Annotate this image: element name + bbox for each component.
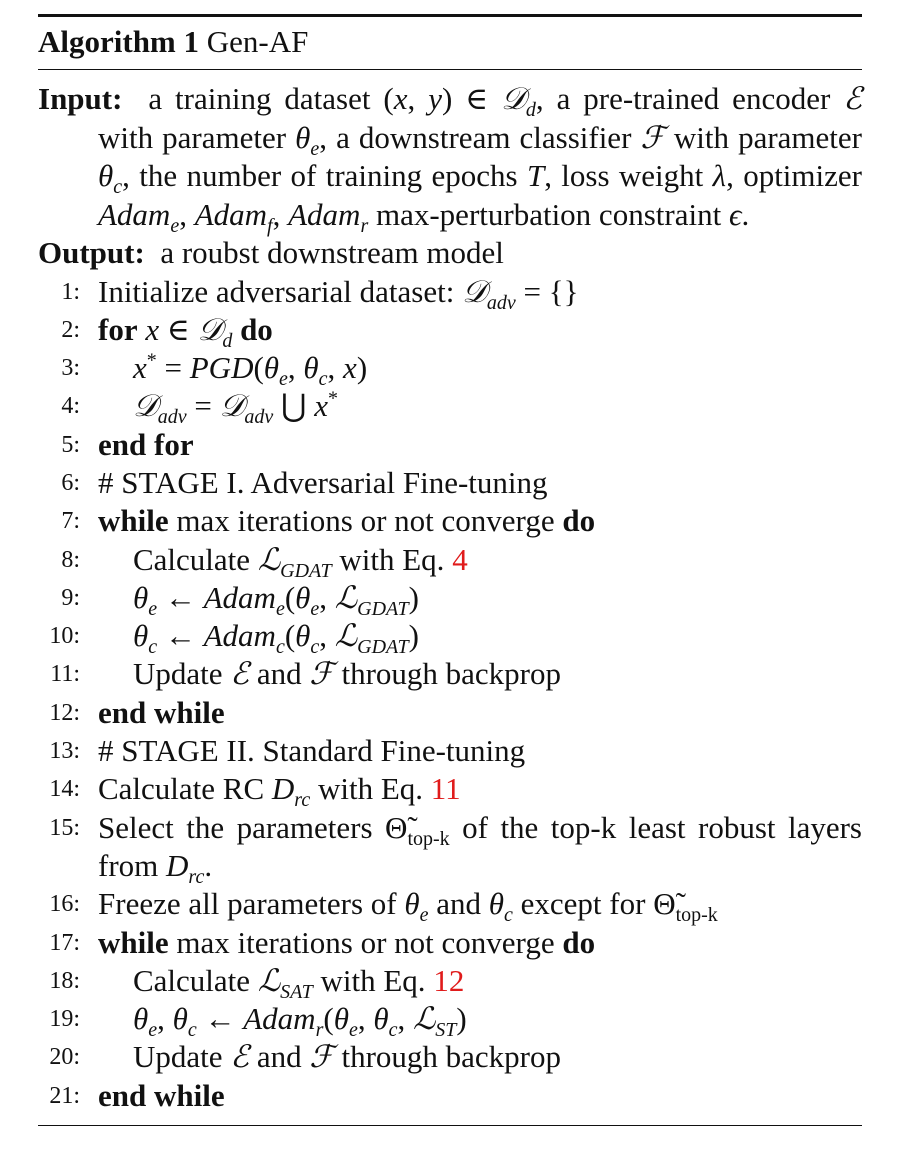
line-number: 2: <box>61 316 80 343</box>
line-number: 11: <box>50 661 80 688</box>
line-number: 1: <box>61 278 80 305</box>
line-text: $x^* = PGD(\theta_e$, $\theta_c$, x) <box>133 349 368 391</box>
line-text: # STAGE II. Standard Fine-tuning <box>98 733 526 769</box>
algorithm-line-6 <box>38 464 862 502</box>
line-number: 9: <box>61 584 80 611</box>
algorithm-line-3 <box>38 349 862 391</box>
algorithm-line-15 <box>38 809 862 889</box>
line-text: Initialize adversarial dataset: 𝒟$_{adv}$ = {} <box>98 273 579 314</box>
line-number: 20: <box>49 1044 80 1071</box>
input-label: Input: <box>38 81 123 116</box>
equation-link[interactable]: 12 <box>433 962 465 998</box>
keyword-end-while: end while <box>98 694 225 730</box>
line-number: 6: <box>61 469 80 496</box>
line-text: while max iterations or not converge do <box>98 924 596 960</box>
line-text: Calculate ℒ$_{GDAT}$ with Eq. 4 <box>133 541 468 582</box>
keyword-end-while: end while <box>98 1077 225 1113</box>
line-text: for x ∈ 𝒟$_d$ do <box>98 311 273 352</box>
keyword-while: while <box>98 503 169 539</box>
algorithm-line-11 <box>38 655 862 693</box>
line-text: # STAGE I. Adversarial Fine-tuning <box>98 464 548 500</box>
line-number: 14: <box>49 776 80 803</box>
line-number: 13: <box>49 738 80 765</box>
line-number: 16: <box>49 891 80 918</box>
line-number: 8: <box>61 546 80 573</box>
title-rule <box>38 69 862 70</box>
line-text: Select the parameters $\Thetã_{top-k}$ of the top-k least robust layers from $D_{rc}$. <box>98 809 862 889</box>
line-number: 3: <box>61 355 80 382</box>
line-text: while max iterations or not converge do <box>98 503 596 539</box>
algorithm-name: Gen-AF <box>206 24 309 59</box>
line-text: $\theta_e$, $\theta_c$ ← $Adam_r(\theta_e$, $\theta_c$, ℒ$_{ST}$) <box>133 1001 467 1042</box>
line-number: 18: <box>49 967 80 994</box>
line-number: 15: <box>49 814 80 841</box>
line-text: $\theta_c$ ← $Adam_c(\theta_c$, ℒ$_{GDAT}$) <box>133 618 419 659</box>
algorithm-box <box>38 14 862 1126</box>
line-number: 4: <box>61 393 80 420</box>
line-number: 17: <box>49 929 80 956</box>
algorithm-line-10 <box>38 617 862 659</box>
algorithm-title <box>38 17 862 69</box>
output-text: a roubst downstream model <box>160 235 504 270</box>
line-number: 10: <box>49 623 80 650</box>
equation-link[interactable]: 11 <box>430 771 461 807</box>
line-text: Freeze all parameters of $\theta_e$ and $\theta_c$ except for $\Thetã_{top-k}$ <box>98 886 718 927</box>
line-text: Calculate ℒ$_{SAT}$ with Eq. 12 <box>133 962 465 1004</box>
line-number: 5: <box>61 431 80 458</box>
keyword-do: do <box>562 503 596 539</box>
line-text: Update ℰ and ℱ through backprop <box>133 1039 561 1076</box>
line-number: 12: <box>49 699 80 726</box>
algorithm-line-1 <box>38 273 862 314</box>
algorithm-line-2 <box>38 311 862 352</box>
algorithm-line-19 <box>38 1000 862 1042</box>
algorithm-line-13 <box>38 732 862 770</box>
line-number: 21: <box>49 1082 80 1109</box>
keyword-do: do <box>240 311 273 347</box>
output-block <box>38 234 862 273</box>
algorithm-line-12 <box>38 694 862 732</box>
line-number: 7: <box>61 508 80 535</box>
line-number: 19: <box>49 1006 80 1033</box>
keyword-end-for: end for <box>98 426 194 462</box>
algorithm-label: Algorithm 1 <box>38 24 200 59</box>
algorithm-line-14 <box>38 770 862 812</box>
algorithm-line-8 <box>38 541 862 582</box>
algorithm-line-20 <box>38 1038 862 1076</box>
algorithm-line-18 <box>38 962 862 1004</box>
input-block <box>38 80 863 237</box>
line-text: 𝒟$_{adv}$ = 𝒟$_{adv}$ ⋃ x* <box>133 388 338 429</box>
equation-link[interactable]: 4 <box>452 541 468 577</box>
line-text: $\theta_e$ ← $Adam_e(\theta_e$, ℒ$_{GDAT}$) <box>133 579 419 621</box>
line-text: Calculate RC $D_{rc}$ with Eq. 11 <box>98 771 461 812</box>
algorithm-line-7 <box>38 502 862 540</box>
bottom-rule <box>38 1125 862 1126</box>
keyword-do: do <box>562 924 596 960</box>
keyword-while: while <box>98 924 169 960</box>
algorithm-line-21 <box>38 1077 862 1115</box>
algorithm-line-9 <box>38 579 862 621</box>
line-text: Update ℰ and ℱ through backprop <box>133 656 561 693</box>
algorithm-line-17 <box>38 924 862 962</box>
algorithm-line-16 <box>38 885 862 927</box>
algorithm-line-5 <box>38 426 862 464</box>
keyword-for: for <box>98 311 138 347</box>
output-label: Output: <box>38 235 145 270</box>
algorithm-line-4 <box>38 387 862 429</box>
input-text: a training dataset (x, y) ∈ 𝒟$_d$, a pre-trained encoder ℰ with parameter $\theta_e$, a downstream classifier ℱ with parameter $\theta_c$, the number of training epochs T, loss weight λ, optimizer Adam$_e$, Adam$_f$, Adam$_r$ max-perturbation constraint ϵ. <box>98 81 863 237</box>
